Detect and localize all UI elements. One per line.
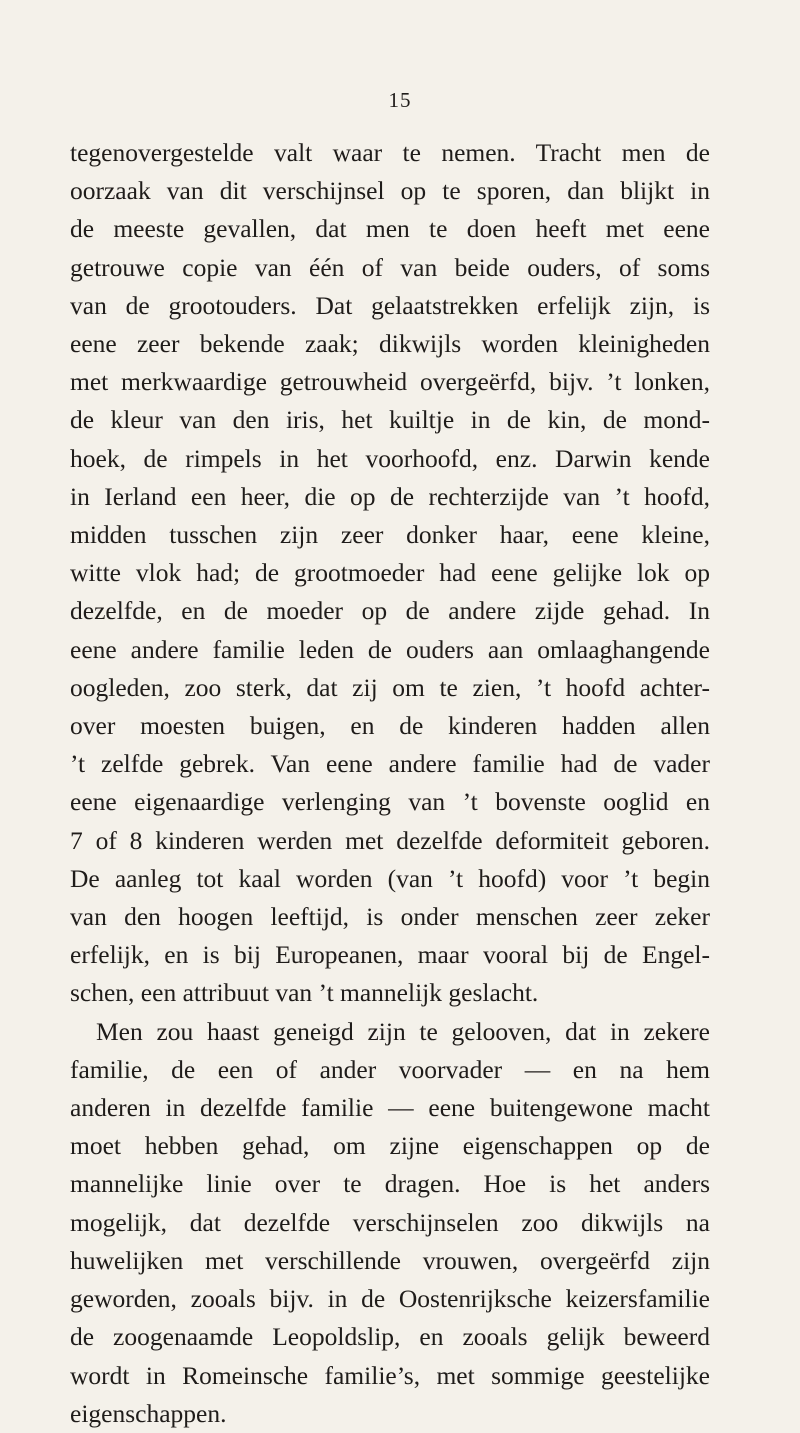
text-line: eene zeer bekende zaak; dikwijls worden kleinigheden xyxy=(70,329,710,359)
text-line: van den hoogen leeftijd, is onder menschen zeer zeker xyxy=(70,902,710,932)
text-line: eene eigenaardige verlenging van ’t bovenste ooglid en xyxy=(70,787,710,817)
text-line: de zoogenaamde Leopoldslip, en zooals gelijk beweerd xyxy=(70,1322,710,1352)
text-line: eene andere familie leden de ouders aan omlaaghangende xyxy=(70,634,710,664)
text-line: de kleur van den iris, het kuiltje in de kin, de mond- xyxy=(70,405,710,435)
text-line: geworden, zooals bijv. in de Oostenrijksche keizersfamilie xyxy=(70,1284,710,1314)
text-line: getrouwe copie van één of van beide ouders, of soms xyxy=(70,252,710,282)
text-line: midden tusschen zijn zeer donker haar, eene kleine, xyxy=(70,520,710,550)
text-line: over moesten buigen, en de kinderen hadden allen xyxy=(70,711,710,741)
text-line: oogleden, zoo sterk, dat zij om te zien, ’t hoofd achter- xyxy=(70,672,710,702)
text-line: schen, een attribuut van ’t mannelijk geslacht. xyxy=(70,978,539,1008)
paragraph xyxy=(70,134,710,1013)
text-line: witte vlok had; de grootmoeder had eene gelijke lok op xyxy=(70,558,710,588)
text-line: wordt in Romeinsche familie’s, met sommige geestelijke xyxy=(70,1360,710,1390)
page-number: 15 xyxy=(388,88,412,112)
text-line: met merkwaardige getrouwheid overgeërfd, bijv. ’t lonken, xyxy=(70,367,710,397)
text-line: de meeste gevallen, dat men te doen heeft met eene xyxy=(70,214,710,244)
text-line: De aanleg tot kaal worden (van ’t hoofd) voor ’t begin xyxy=(70,863,710,893)
text-line: van de grootouders. Dat gelaatstrekken erfelijk zijn, is xyxy=(70,290,710,320)
text-line: in Ierland een heer, die op de rechterzijde van ’t hoofd, xyxy=(70,481,710,511)
text-line: dezelfde, en de moeder op de andere zijde gehad. In xyxy=(70,596,710,626)
text-line: mannelijke linie over te dragen. Hoe is het anders xyxy=(70,1169,710,1199)
text-line: ’t zelfde gebrek. Van eene andere familie had de vader xyxy=(70,749,710,779)
text-line: familie, de een of ander voorvader — en na hem xyxy=(70,1054,710,1084)
text-line: mogelijk, dat dezelfde verschijnselen zoo dikwijls na xyxy=(70,1207,710,1237)
text-line: oorzaak van dit verschijnsel op te sporen, dan blijkt in xyxy=(70,176,710,206)
text-line: 7 of 8 kinderen werden met dezelfde deformiteit geboren. xyxy=(70,825,710,855)
paragraph xyxy=(70,1013,710,1433)
text-line: erfelijk, en is bij Europeanen, maar vooral bij de Engel- xyxy=(70,940,710,970)
text-line: hoek, de rimpels in het voorhoofd, enz. Darwin kende xyxy=(70,443,710,473)
text-line: moet hebben gehad, om zijne eigenschappen op de xyxy=(70,1131,710,1161)
body-text xyxy=(70,134,710,1433)
text-line: Men zou haast geneigd zijn te gelooven, dat in zekere xyxy=(96,1016,710,1046)
text-line: tegenovergestelde valt waar te nemen. Tracht men de xyxy=(70,138,710,167)
text-line: anderen in dezelfde familie — eene buitengewone macht xyxy=(70,1093,710,1123)
text-line: huwelijken met verschillende vrouwen, overgeërfd zijn xyxy=(70,1245,710,1275)
text-line: eigenschappen. xyxy=(70,1398,227,1428)
